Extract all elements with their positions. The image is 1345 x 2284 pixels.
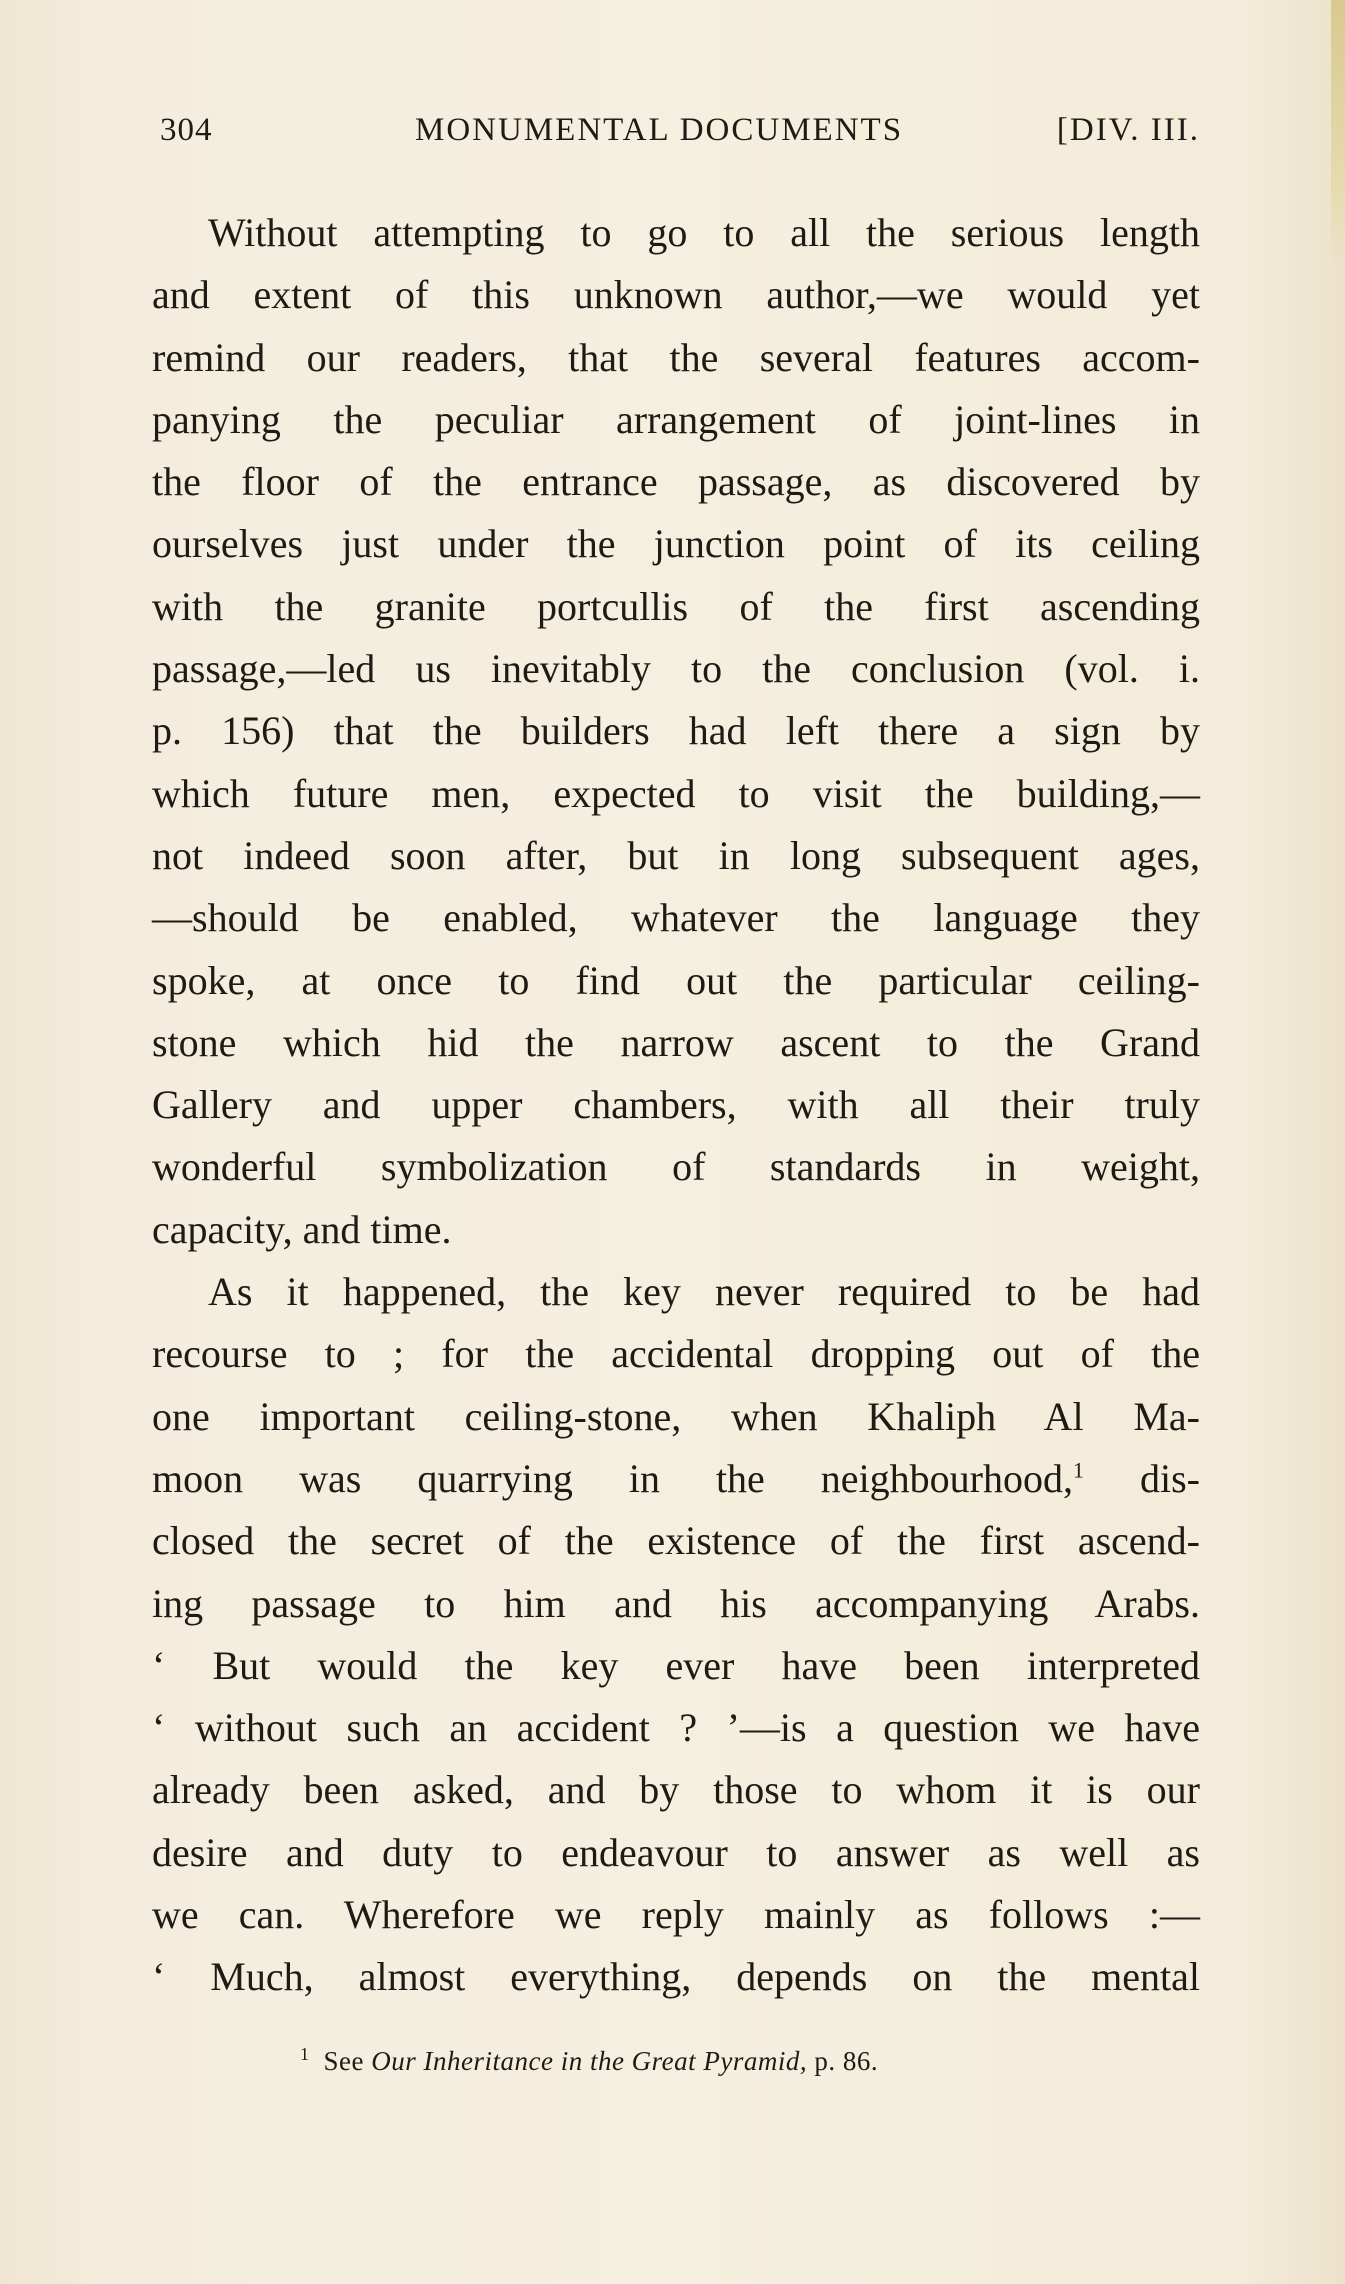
text-line: stone which hid the narrow ascent to the Grand <box>152 1019 1200 1065</box>
text-line: ourselves just under the junction point of its ceiling <box>152 521 1200 567</box>
page-edge-tab <box>1331 0 1345 270</box>
footnote-suffix: p. 86. <box>807 2046 879 2076</box>
text-line: passage,—led us inevitably to the conclusion (vol. i. <box>152 646 1200 692</box>
line-text: moon was quarrying in the neighbourhood, <box>152 1455 1073 1501</box>
body-text <box>152 202 1200 2009</box>
text-line: desire and duty to endeavour to answer as well as <box>152 1829 1200 1875</box>
text-line: not indeed soon after, but in long subsequent ages, <box>152 832 1200 878</box>
text-line: remind our readers, that the several features accom- <box>152 334 1200 380</box>
text-line: the floor of the entrance passage, as discovered by <box>152 459 1200 505</box>
footnote-marker: 1 <box>300 2044 310 2064</box>
text-line: recourse to ; for the accidental dropping out of the <box>152 1331 1200 1377</box>
footnote-prefix: See <box>323 2046 372 2076</box>
text-line: closed the secret of the existence of the first ascend- <box>152 1518 1200 1564</box>
footnote-reference: 1 <box>1073 1457 1084 1483</box>
text-line: with the granite portcullis of the first ascending <box>152 583 1200 629</box>
text-line: one important ceiling-stone, when Khaliph Al Ma- <box>152 1393 1200 1439</box>
text-line: which future men, expected to visit the building,— <box>152 770 1200 816</box>
text-line-with-footnote <box>152 1448 1200 1510</box>
text-line: p. 156) that the builders had left there a sign by <box>152 708 1200 754</box>
text-line: Gallery and upper chambers, with all their truly <box>152 1082 1200 1128</box>
text-line: and extent of this unknown author,—we would yet <box>152 272 1200 318</box>
text-line: wonderful symbolization of standards in weight, <box>152 1144 1200 1190</box>
text-line: ing passage to him and his accompanying Arabs. <box>152 1580 1200 1626</box>
footnote-title: Our Inheritance in the Great Pyramid, <box>371 2046 808 2076</box>
text-line: As it happened, the key never required to be had <box>208 1269 1200 1315</box>
page-number: 304 <box>160 112 213 148</box>
text-line: we can. Wherefore we reply mainly as follows :— <box>152 1892 1200 1938</box>
text-line: ‘ But would the key ever have been interpreted <box>152 1642 1200 1688</box>
division-label: [DIV. III. <box>1056 112 1200 148</box>
running-header <box>160 112 1200 162</box>
line-tail: dis- <box>1084 1455 1200 1501</box>
text-line: Without attempting to go to all the serious length <box>208 210 1200 255</box>
text-line: already been asked, and by those to whom it is our <box>152 1767 1200 1813</box>
text-line: —should be enabled, whatever the language they <box>152 895 1200 941</box>
running-title: MONUMENTAL DOCUMENTS <box>415 112 904 148</box>
text-line: ‘ without such an accident ? ’—is a question we have <box>152 1705 1200 1751</box>
text-line: ‘ Much, almost everything, depends on the mental <box>152 1954 1200 2000</box>
footnote <box>300 2046 1200 2077</box>
text-line: capacity, and time. <box>152 1206 452 1252</box>
text-line: spoke, at once to find out the particular ceiling- <box>152 957 1200 1003</box>
text-line: panying the peculiar arrangement of joint-lines in <box>152 396 1200 442</box>
